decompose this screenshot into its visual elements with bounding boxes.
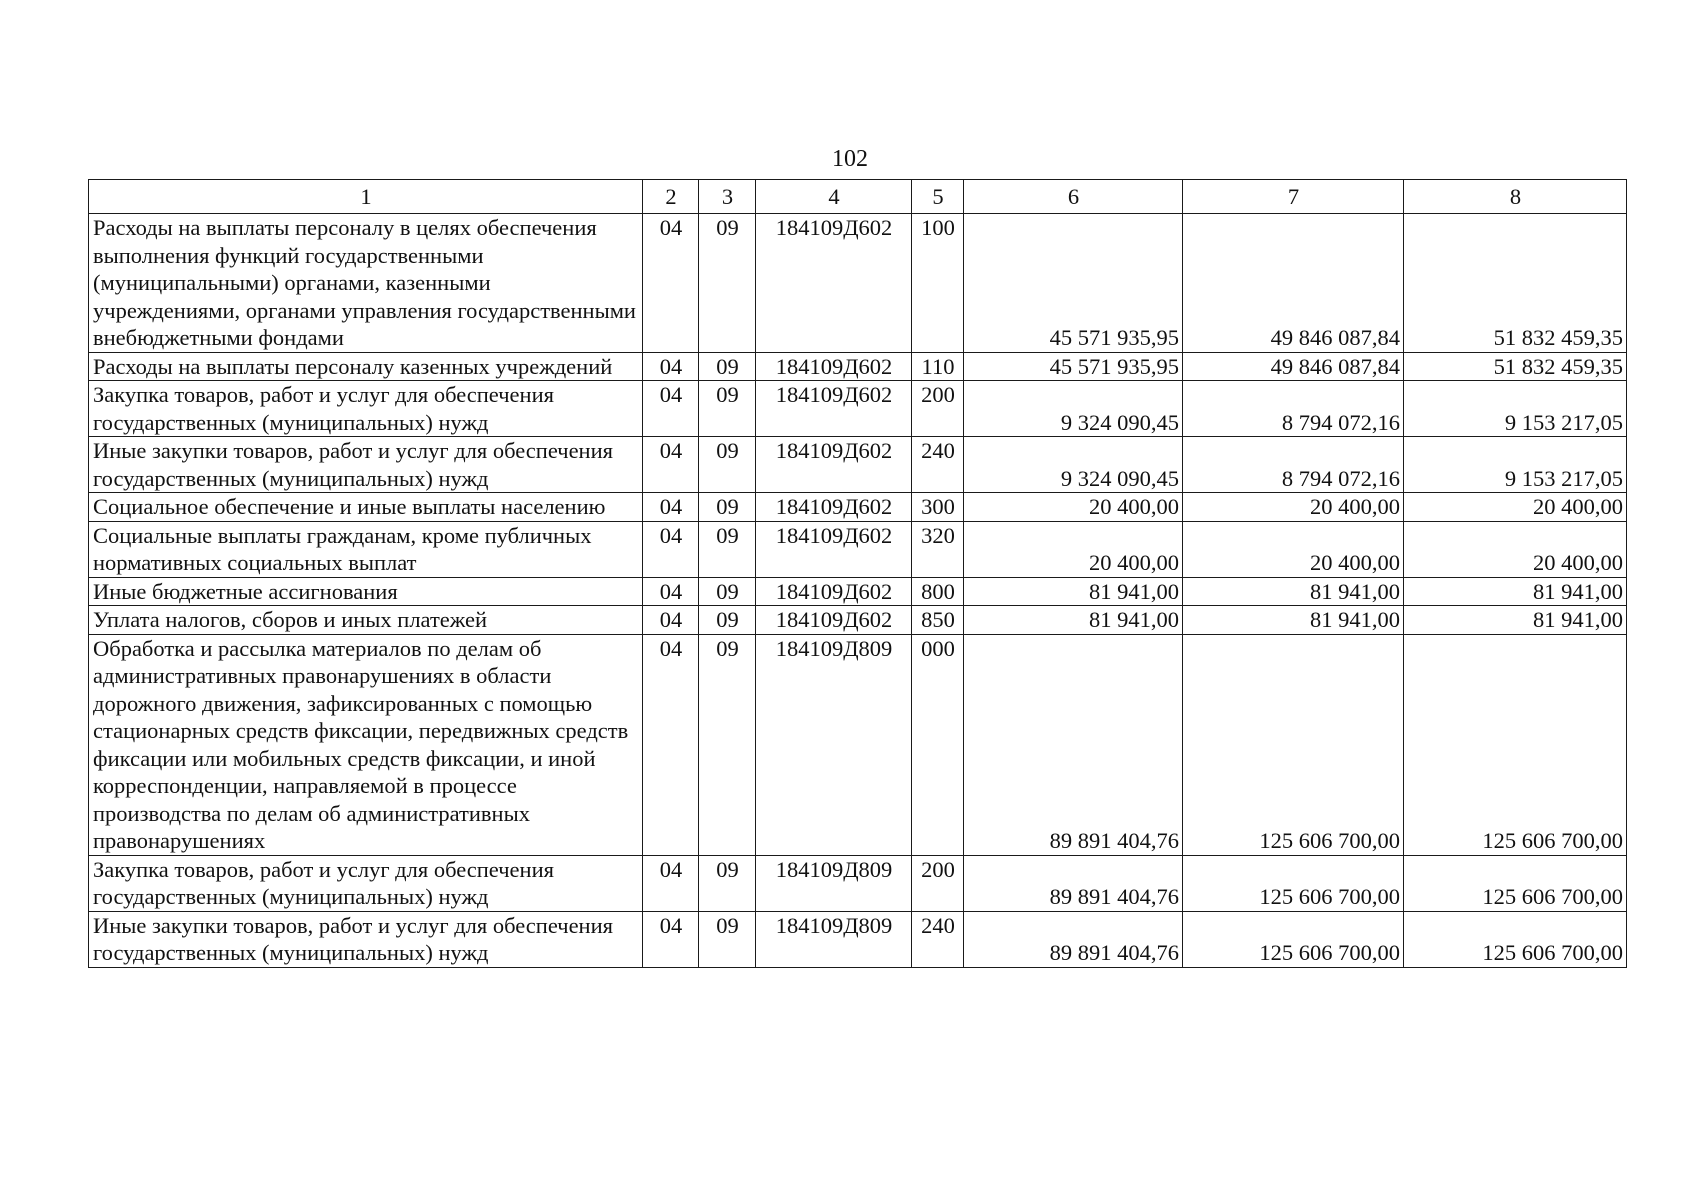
table-row: [89, 214, 1627, 353]
amount-col6: 89 891 404,76: [964, 911, 1183, 967]
amount-col6: 89 891 404,76: [964, 634, 1183, 855]
table-row: [89, 606, 1627, 635]
amount-col8: 81 941,00: [1404, 577, 1627, 606]
amount-col7: 8 794 072,16: [1183, 437, 1404, 493]
table-row: [89, 911, 1627, 967]
amount-col6: 20 400,00: [964, 493, 1183, 522]
amount-col7: 20 400,00: [1183, 493, 1404, 522]
section-code: 04: [643, 521, 699, 577]
table-row: [89, 493, 1627, 522]
amount-col7: 81 941,00: [1183, 577, 1404, 606]
amount-col6: 9 324 090,45: [964, 437, 1183, 493]
subsection-code: 09: [699, 606, 756, 635]
target-article-code: 184109Д602: [756, 577, 912, 606]
target-article-code: 184109Д809: [756, 911, 912, 967]
table-row: [89, 634, 1627, 855]
section-code: 04: [643, 214, 699, 353]
target-article-code: 184109Д809: [756, 855, 912, 911]
table-row: [89, 521, 1627, 577]
expense-name: Уплата налогов, сборов и иных платежей: [89, 606, 643, 635]
expense-name: Социальные выплаты гражданам, кроме публичных нормативных социальных выплат: [89, 521, 643, 577]
target-article-code: 184109Д809: [756, 634, 912, 855]
amount-col7: 49 846 087,84: [1183, 214, 1404, 353]
subsection-code: 09: [699, 493, 756, 522]
amount-col7: 20 400,00: [1183, 521, 1404, 577]
expense-name: Расходы на выплаты персоналу в целях обеспечения выполнения функций государственными (муниципальными) органами, казенными учреждениями, органами управления государственными внебюджетными фондами: [89, 214, 643, 353]
table-row: [89, 855, 1627, 911]
expense-type-code: 200: [912, 855, 964, 911]
amount-col7: 49 846 087,84: [1183, 352, 1404, 381]
section-code: 04: [643, 577, 699, 606]
section-code: 04: [643, 493, 699, 522]
amount-col6: 20 400,00: [964, 521, 1183, 577]
expense-name: Иные закупки товаров, работ и услуг для обеспечения государственных (муниципальных) нужд: [89, 911, 643, 967]
header-cell: 4: [756, 180, 912, 214]
target-article-code: 184109Д602: [756, 493, 912, 522]
table-row: [89, 381, 1627, 437]
target-article-code: 184109Д602: [756, 381, 912, 437]
expense-name: Социальное обеспечение и иные выплаты населению: [89, 493, 643, 522]
section-code: 04: [643, 855, 699, 911]
expense-name: Закупка товаров, работ и услуг для обеспечения государственных (муниципальных) нужд: [89, 855, 643, 911]
target-article-code: 184109Д602: [756, 521, 912, 577]
amount-col8: 51 832 459,35: [1404, 214, 1627, 353]
section-code: 04: [643, 606, 699, 635]
amount-col8: 125 606 700,00: [1404, 634, 1627, 855]
amount-col6: 81 941,00: [964, 606, 1183, 635]
subsection-code: 09: [699, 214, 756, 353]
amount-col6: 81 941,00: [964, 577, 1183, 606]
amount-col7: 125 606 700,00: [1183, 634, 1404, 855]
amount-col6: 9 324 090,45: [964, 381, 1183, 437]
header-row: [89, 180, 1627, 214]
amount-col7: 125 606 700,00: [1183, 855, 1404, 911]
header-cell: 1: [89, 180, 643, 214]
amount-col8: 20 400,00: [1404, 493, 1627, 522]
amount-col7: 125 606 700,00: [1183, 911, 1404, 967]
amount-col8: 125 606 700,00: [1404, 911, 1627, 967]
expense-type-code: 000: [912, 634, 964, 855]
subsection-code: 09: [699, 381, 756, 437]
page-number: 102: [832, 146, 868, 172]
target-article-code: 184109Д602: [756, 606, 912, 635]
subsection-code: 09: [699, 577, 756, 606]
table-row: [89, 437, 1627, 493]
amount-col8: 51 832 459,35: [1404, 352, 1627, 381]
header-cell: 3: [699, 180, 756, 214]
expense-name: Расходы на выплаты персоналу казенных учреждений: [89, 352, 643, 381]
expense-type-code: 110: [912, 352, 964, 381]
subsection-code: 09: [699, 437, 756, 493]
target-article-code: 184109Д602: [756, 352, 912, 381]
amount-col8: 81 941,00: [1404, 606, 1627, 635]
expense-type-code: 100: [912, 214, 964, 353]
header-cell: 6: [964, 180, 1183, 214]
section-code: 04: [643, 911, 699, 967]
amount-col8: 9 153 217,05: [1404, 437, 1627, 493]
expense-type-code: 200: [912, 381, 964, 437]
section-code: 04: [643, 352, 699, 381]
amount-col8: 20 400,00: [1404, 521, 1627, 577]
subsection-code: 09: [699, 634, 756, 855]
header-cell: 8: [1404, 180, 1627, 214]
subsection-code: 09: [699, 352, 756, 381]
amount-col8: 125 606 700,00: [1404, 855, 1627, 911]
amount-col6: 45 571 935,95: [964, 214, 1183, 353]
expense-type-code: 850: [912, 606, 964, 635]
section-code: 04: [643, 381, 699, 437]
table-row: [89, 577, 1627, 606]
amount-col7: 81 941,00: [1183, 606, 1404, 635]
budget-table: [88, 179, 1627, 968]
target-article-code: 184109Д602: [756, 214, 912, 353]
expense-name: Обработка и рассылка материалов по делам об административных правонарушениях в области дорожного движения, зафиксированных с помощью стационарных средств фиксации, передвижных средств фиксации или мобильных средств фиксации, и иной корреспонденции, направляемой в процессе производства по делам об административных правонарушениях: [89, 634, 643, 855]
subsection-code: 09: [699, 911, 756, 967]
amount-col8: 9 153 217,05: [1404, 381, 1627, 437]
expense-name: Иные закупки товаров, работ и услуг для обеспечения государственных (муниципальных) нужд: [89, 437, 643, 493]
expense-type-code: 800: [912, 577, 964, 606]
section-code: 04: [643, 437, 699, 493]
amount-col7: 8 794 072,16: [1183, 381, 1404, 437]
expense-type-code: 300: [912, 493, 964, 522]
amount-col6: 89 891 404,76: [964, 855, 1183, 911]
expense-type-code: 240: [912, 437, 964, 493]
header-cell: 2: [643, 180, 699, 214]
section-code: 04: [643, 634, 699, 855]
table-row: [89, 352, 1627, 381]
subsection-code: 09: [699, 521, 756, 577]
header-cell: 7: [1183, 180, 1404, 214]
subsection-code: 09: [699, 855, 756, 911]
header-cell: 5: [912, 180, 964, 214]
expense-type-code: 240: [912, 911, 964, 967]
target-article-code: 184109Д602: [756, 437, 912, 493]
expense-type-code: 320: [912, 521, 964, 577]
amount-col6: 45 571 935,95: [964, 352, 1183, 381]
expense-name: Закупка товаров, работ и услуг для обеспечения государственных (муниципальных) нужд: [89, 381, 643, 437]
expense-name: Иные бюджетные ассигнования: [89, 577, 643, 606]
